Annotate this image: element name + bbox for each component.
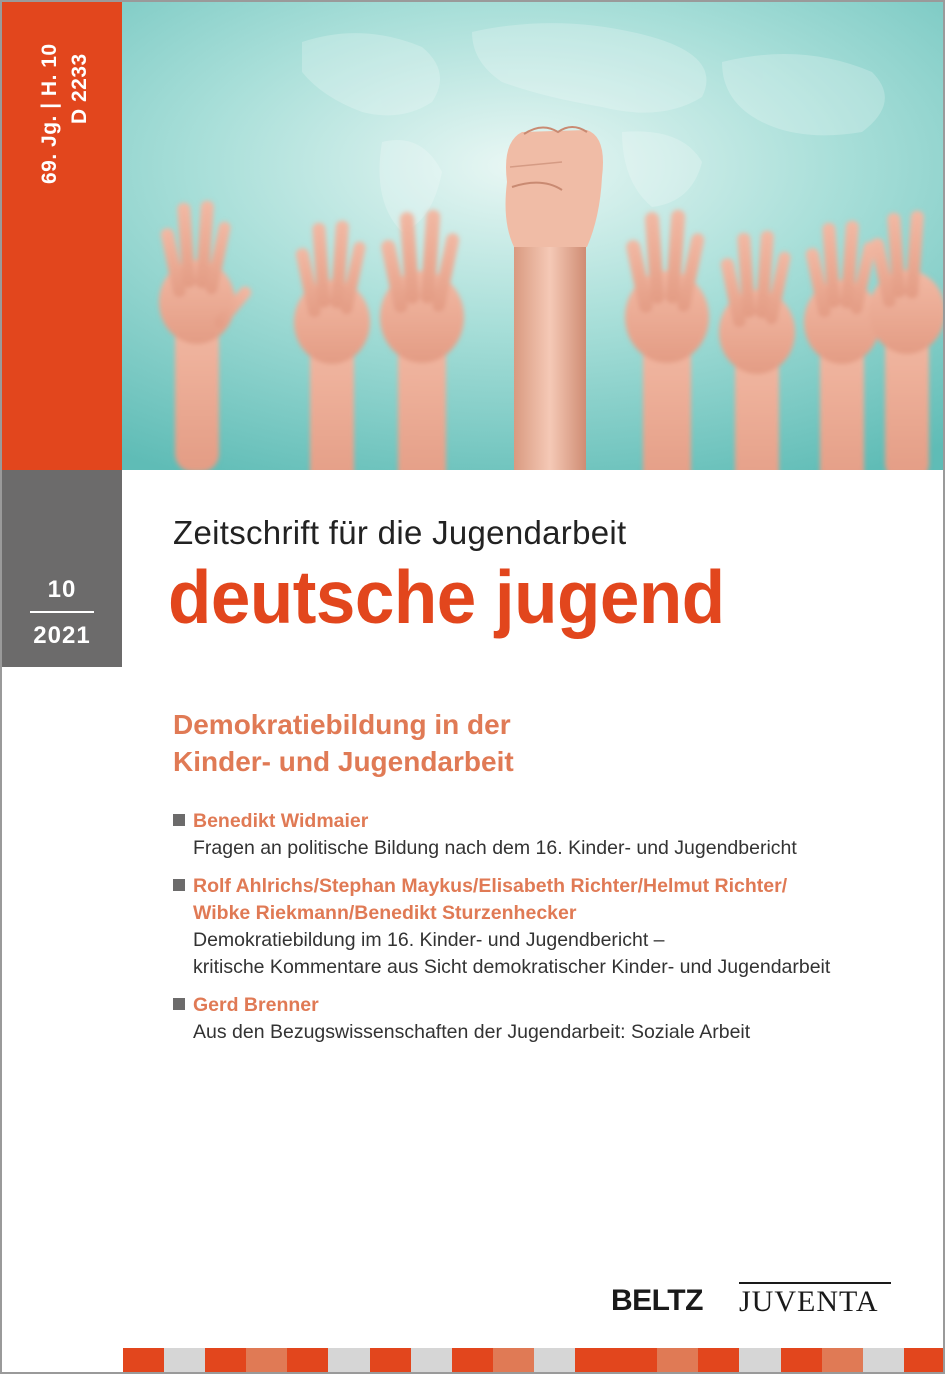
contents-item <box>173 873 913 981</box>
raised-hands-photo <box>2 2 943 470</box>
cover-photo <box>2 2 943 470</box>
publisher-logo <box>611 1279 893 1321</box>
stripe-segment <box>863 1348 904 1374</box>
stripe-segment <box>287 1348 328 1374</box>
stripe-segment <box>575 1348 616 1374</box>
article-author: Benedikt Widmaier <box>193 810 369 832</box>
stripe-segment <box>616 1348 657 1374</box>
stripe-segment <box>452 1348 493 1374</box>
stripe-segment <box>822 1348 863 1374</box>
color-stripe <box>123 1348 945 1374</box>
logo-rule <box>739 1282 891 1284</box>
article-title: Demokratiebildung im 16. Kinder- und Jugendbericht – <box>193 929 665 951</box>
stripe-segment <box>164 1348 205 1374</box>
stripe-segment <box>781 1348 822 1374</box>
stripe-segment <box>123 1348 164 1374</box>
postal-code-label: D 2233 <box>68 53 91 124</box>
article-author: Gerd Brenner <box>193 994 319 1016</box>
stripe-segment <box>904 1348 945 1374</box>
square-bullet-icon <box>173 998 185 1010</box>
stripe-segment <box>328 1348 369 1374</box>
issue-number: 10 <box>47 576 77 603</box>
stripe-segment <box>246 1348 287 1374</box>
article-title: kritische Kommentare aus Sicht demokratischer Kinder- und Jugendarbeit <box>193 956 831 978</box>
magazine-subtitle: Zeitschrift für die Jugendarbeit <box>173 514 627 551</box>
issue-topic-line: Demokratiebildung in der <box>173 709 511 740</box>
publisher-name-beltz: BELTZ <box>611 1284 703 1317</box>
stripe-segment <box>698 1348 739 1374</box>
article-title: Fragen an politische Bildung nach dem 16. Kinder- und Jugendbericht <box>193 837 797 859</box>
stripe-segment <box>205 1348 246 1374</box>
issue-topic <box>173 706 514 780</box>
article-title: Aus den Bezugswissenschaften der Jugendarbeit: Soziale Arbeit <box>193 1021 751 1043</box>
stripe-segment <box>739 1348 780 1374</box>
issue-year: 2021 <box>33 622 91 649</box>
publisher-name-juventa: JUVENTA <box>739 1285 879 1318</box>
issue-topic-line: Kinder- und Jugendarbeit <box>173 746 514 777</box>
issue-block <box>2 470 122 667</box>
stripe-segment <box>411 1348 452 1374</box>
magazine-title: deutsche jugend <box>168 556 725 640</box>
square-bullet-icon <box>173 879 185 891</box>
stripe-segment <box>370 1348 411 1374</box>
contents-item <box>173 992 913 1046</box>
contents-item <box>173 808 913 862</box>
volume-issue-label: 69. Jg. | H. 10 <box>38 43 61 184</box>
stripe-segment <box>493 1348 534 1374</box>
article-author: Wibke Riekmann/Benedikt Sturzenhecker <box>193 902 577 924</box>
article-author: Rolf Ahlrichs/Stephan Maykus/Elisabeth Richter/Helmut Richter/ <box>193 875 788 897</box>
spine-text <box>2 2 122 470</box>
square-bullet-icon <box>173 814 185 826</box>
issue-divider <box>30 611 94 613</box>
stripe-segment <box>534 1348 575 1374</box>
contents-list <box>173 808 913 1057</box>
stripe-segment <box>657 1348 698 1374</box>
